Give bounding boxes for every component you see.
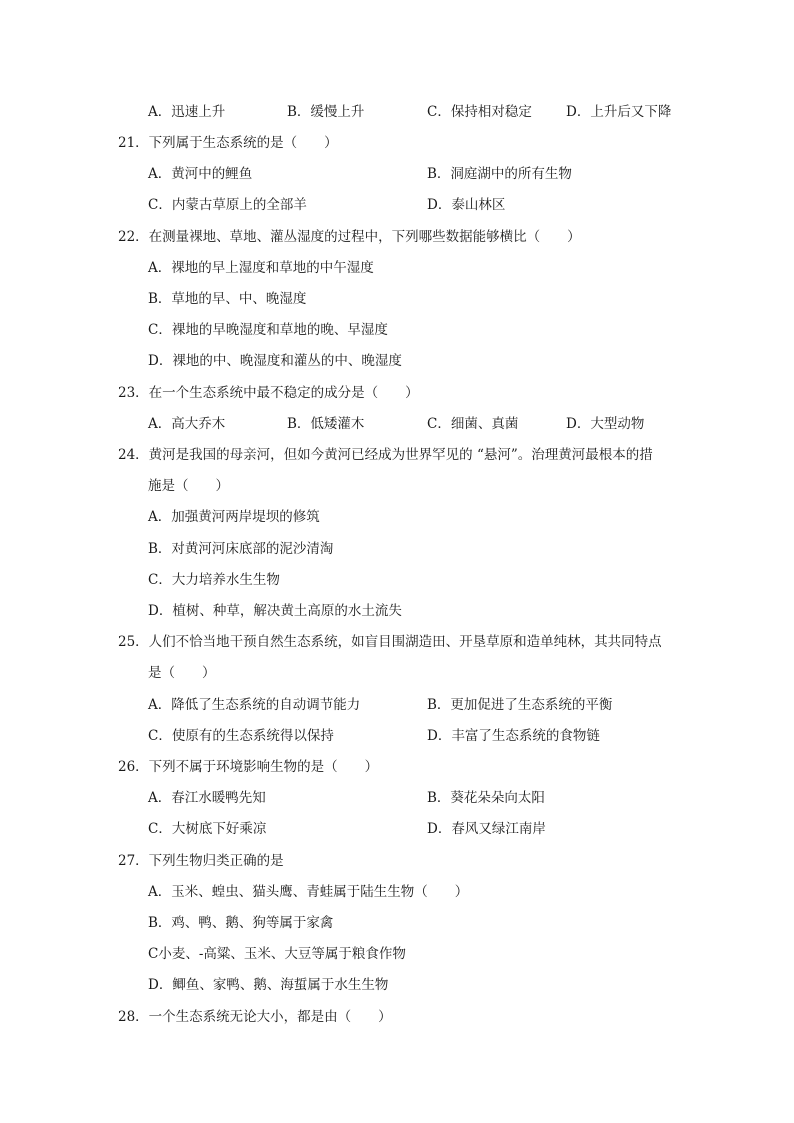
- q20-option-a: A．迅速上升: [148, 104, 226, 120]
- q25-stem-line2: 是（ ）: [148, 665, 216, 681]
- q26-stem: 26．下列不属于环境影响生物的是（ ）: [118, 759, 379, 775]
- q24-option-c: C．大力培养水生生物: [148, 572, 280, 588]
- q23-option-d: D．大型动物: [566, 416, 645, 432]
- q26-option-c: C．大树底下好乘凉: [148, 821, 267, 837]
- q23-option-b: B．低矮灌木: [287, 416, 365, 432]
- q27-option-d: D．鲫鱼、家鸭、鹅、海蜇属于水生生物: [148, 977, 389, 993]
- q25-option-d: D．丰富了生态系统的食物链: [427, 728, 600, 744]
- q26-option-d: D．春风又绿江南岸: [427, 821, 546, 837]
- q23-option-c: C．细菌、真菌: [427, 416, 519, 432]
- q21-option-d: D．泰山林区: [427, 197, 506, 213]
- q27-option-c: C小麦、-高粱、玉米、大豆等属于粮食作物: [148, 946, 406, 962]
- q22-option-a: A．裸地的早上湿度和草地的中午湿度: [148, 260, 374, 276]
- q22-option-b: B．草地的早、中、晚湿度: [148, 291, 307, 307]
- q24-option-a: A．加强黄河两岸堤坝的修筑: [148, 509, 320, 525]
- q22-stem: 22．在测量裸地、草地、灌丛湿度的过程中，下列哪些数据能够横比（ ）: [118, 229, 581, 245]
- q24-option-d: D．植树、种草，解决黄土高原的水土流失: [148, 603, 402, 619]
- q21-option-b: B．洞庭湖中的所有生物: [427, 166, 572, 182]
- q25-option-a: A．降低了生态系统的自动调节能力: [148, 697, 361, 713]
- q28-stem: 28．一个生态系统无论大小，都是由（ ）: [118, 1009, 392, 1025]
- q21-stem: 21．下列属于生态系统的是（ ）: [118, 135, 338, 151]
- q20-option-b: B．缓慢上升: [287, 104, 365, 120]
- q21-option-c: C．内蒙古草原上的全部羊: [148, 197, 307, 213]
- q22-option-c: C．裸地的早晚湿度和草地的晚、早湿度: [148, 322, 388, 338]
- q23-option-a: A．高大乔木: [148, 416, 226, 432]
- q27-option-b: B．鸡、鸭、鹅、狗等属于家禽: [148, 915, 334, 931]
- q25-option-c: C．使原有的生态系统得以保持: [148, 728, 334, 744]
- q27-stem: 27．下列生物归类正确的是: [118, 853, 284, 869]
- q20-option-c: C．保持相对稳定: [427, 104, 532, 120]
- q20-option-d: D．上升后又下降: [566, 104, 672, 120]
- q22-option-d: D．裸地的中、晚湿度和灌丛的中、晚湿度: [148, 353, 402, 369]
- q21-option-a: A．黄河中的鲤鱼: [148, 166, 253, 182]
- q24-option-b: B．对黄河河床底部的泥沙清淘: [148, 541, 334, 557]
- q26-option-b: B．葵花朵朵向太阳: [427, 790, 545, 806]
- q24-stem-line1: 24．黄河是我国的母亲河，但如今黄河已经成为世界罕见的 “悬河”。治理黄河最根本的措: [118, 447, 653, 463]
- q24-stem-line2: 施是（ ）: [148, 478, 229, 494]
- q23-stem: 23．在一个生态系统中最不稳定的成分是（ ）: [118, 385, 419, 401]
- q25-option-b: B．更加促进了生态系统的平衡: [427, 697, 613, 713]
- q25-stem-line1: 25．人们不恰当地干预自然生态系统，如盲目围湖造田、开垦草原和造单纯林，其共同特点: [118, 634, 662, 650]
- q26-option-a: A．春江水暖鸭先知: [148, 790, 266, 806]
- q27-option-a: A．玉米、蝗虫、猫头鹰、青蛙属于陆生生物（ ）: [148, 884, 469, 900]
